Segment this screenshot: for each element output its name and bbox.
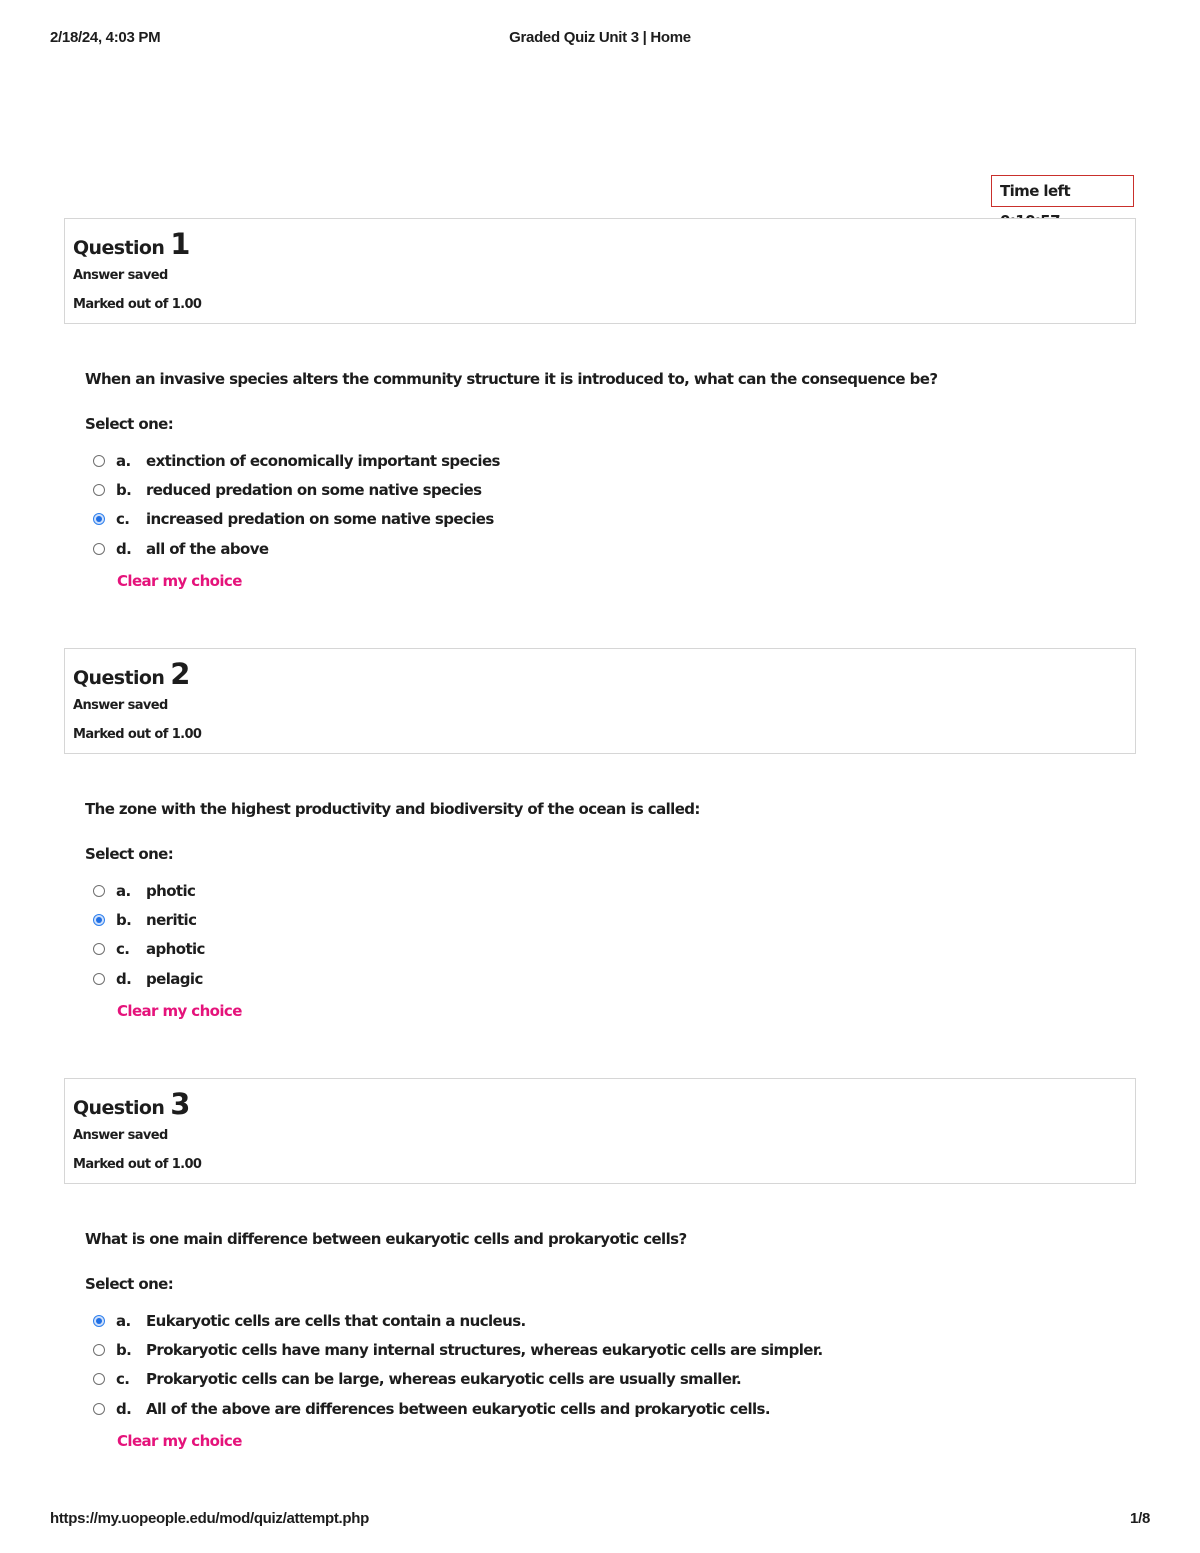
answer-option[interactable] — [93, 508, 494, 530]
answer-option[interactable] — [93, 1368, 741, 1390]
option-letter: a. — [116, 1312, 131, 1330]
option-letter: b. — [116, 1341, 132, 1359]
radio-button[interactable] — [93, 1344, 105, 1356]
clear-my-choice-link[interactable]: Clear my choice — [117, 1432, 242, 1450]
question-info-box — [64, 218, 1136, 324]
answer-option[interactable] — [93, 479, 481, 501]
option-text[interactable]: All of the above are differences between eukaryotic cells and prokaryotic cells. — [146, 1400, 770, 1418]
clear-my-choice-link[interactable]: Clear my choice — [117, 572, 242, 590]
option-letter: d. — [116, 970, 132, 988]
question-state: Answer saved — [73, 268, 168, 283]
option-letter: c. — [116, 940, 130, 958]
option-letter: b. — [116, 911, 132, 929]
option-text[interactable]: Eukaryotic cells are cells that contain a nucleus. — [146, 1312, 526, 1330]
answer-option[interactable] — [93, 1310, 526, 1332]
radio-button[interactable] — [93, 455, 105, 467]
option-letter: d. — [116, 1400, 132, 1418]
radio-button[interactable] — [93, 943, 105, 955]
radio-button-selected[interactable] — [93, 513, 105, 525]
question-state: Answer saved — [73, 1128, 168, 1143]
option-text[interactable]: Prokaryotic cells can be large, whereas eukaryotic cells are usually smaller. — [146, 1370, 742, 1388]
clear-my-choice-link[interactable]: Clear my choice — [117, 1002, 242, 1020]
option-letter: a. — [116, 452, 131, 470]
radio-button[interactable] — [93, 1373, 105, 1385]
answer-option[interactable] — [93, 938, 205, 960]
option-text[interactable]: increased predation on some native species — [146, 510, 494, 528]
option-text[interactable]: all of the above — [146, 540, 269, 558]
answer-option[interactable] — [93, 968, 203, 990]
radio-button[interactable] — [93, 1403, 105, 1415]
option-letter: c. — [116, 510, 130, 528]
question-heading — [73, 657, 190, 691]
question-label: Question — [73, 667, 165, 689]
select-one-prompt: Select one: — [85, 845, 174, 863]
answer-option[interactable] — [93, 450, 500, 472]
print-footer — [50, 1510, 1150, 1530]
radio-button[interactable] — [93, 543, 105, 555]
select-one-prompt: Select one: — [85, 415, 174, 433]
radio-button[interactable] — [93, 885, 105, 897]
option-text[interactable]: pelagic — [146, 970, 203, 988]
answer-option[interactable] — [93, 880, 195, 902]
option-text[interactable]: photic — [146, 882, 196, 900]
option-letter: b. — [116, 481, 132, 499]
question-info-box — [64, 1078, 1136, 1184]
option-text[interactable]: extinction of economically important species — [146, 452, 500, 470]
option-text[interactable]: neritic — [146, 911, 197, 929]
option-text[interactable]: reduced predation on some native species — [146, 481, 482, 499]
question-grade: Marked out of 1.00 — [73, 297, 202, 312]
answer-option[interactable] — [93, 1339, 823, 1361]
question-grade: Marked out of 1.00 — [73, 727, 202, 742]
answer-option[interactable] — [93, 538, 268, 560]
question-state: Answer saved — [73, 698, 168, 713]
print-date: 2/18/24, 4:03 PM — [50, 29, 161, 46]
question-text: When an invasive species alters the community structure it is introduced to, what can the consequence be? — [85, 370, 938, 388]
option-letter: a. — [116, 882, 131, 900]
question-info-box — [64, 648, 1136, 754]
question-number: 3 — [170, 1087, 191, 1121]
question-number: 2 — [170, 657, 191, 691]
question-heading — [73, 1087, 190, 1121]
print-url: https://my.uopeople.edu/mod/quiz/attempt.php — [50, 1510, 370, 1527]
print-page-number: 1/8 — [1130, 1510, 1150, 1527]
time-left-timer: Time left — [991, 175, 1134, 207]
answer-option[interactable] — [93, 1398, 770, 1420]
option-letter: c. — [116, 1370, 130, 1388]
radio-button[interactable] — [93, 973, 105, 985]
question-text: What is one main difference between eukaryotic cells and prokaryotic cells? — [85, 1230, 687, 1248]
question-grade: Marked out of 1.00 — [73, 1157, 202, 1172]
question-label: Question — [73, 237, 165, 259]
select-one-prompt: Select one: — [85, 1275, 174, 1293]
radio-button-selected[interactable] — [93, 1315, 105, 1327]
question-number: 1 — [170, 227, 191, 261]
question-heading — [73, 227, 190, 261]
answer-option[interactable] — [93, 909, 196, 931]
print-title: Graded Quiz Unit 3 | Home — [509, 29, 691, 46]
radio-button-selected[interactable] — [93, 914, 105, 926]
question-text: The zone with the highest productivity and biodiversity of the ocean is called: — [85, 800, 700, 818]
question-label: Question — [73, 1097, 165, 1119]
print-header — [50, 29, 1150, 49]
option-letter: d. — [116, 540, 132, 558]
option-text[interactable]: Prokaryotic cells have many internal structures, whereas eukaryotic cells are simpler. — [146, 1341, 823, 1359]
radio-button[interactable] — [93, 484, 105, 496]
option-text[interactable]: aphotic — [146, 940, 205, 958]
